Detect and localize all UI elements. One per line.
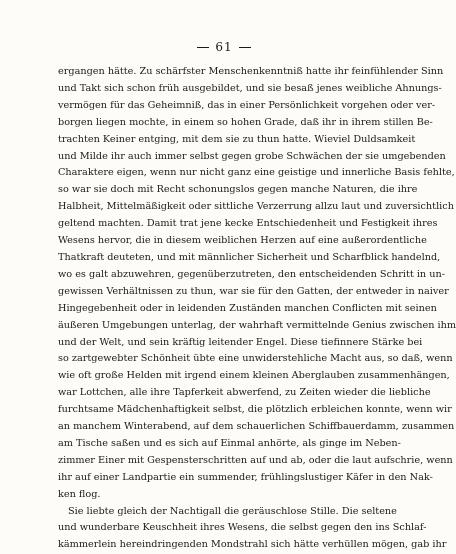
text-line: Hingegebenheit oder in leidenden Zuständen manchen Conflicten mit seinen (58, 302, 437, 314)
text-line: kämmerlein hereindringenden Mondstrahl sich hätte verhüllen mögen, gab ihr (58, 539, 447, 551)
text-line: war Lottchen, alle ihre Tapferkeit abwerfend, zu Zeiten wieder die liebliche (58, 387, 431, 399)
text-line: vermögen für das Geheimniß, das in einer Persönlichkeit vorgehen oder ver- (58, 99, 436, 111)
text-line: Thatkraft deuteten, und mit männlicher Sicherheit und Scharfblick handelnd, (58, 251, 441, 263)
text-line: trachten Keiner entging, mit dem sie zu thun hatte. Wieviel Duldsamkeit (58, 133, 416, 145)
text-line: und Takt sich schon früh ausgebildet, und sie besaß jenes weibliche Ahnungs- (58, 82, 442, 94)
text-line: am Tische saßen und es sich auf Einmal anhörte, als ginge im Neben- (58, 437, 401, 449)
text-line: äußeren Umgebungen unterlag, der wahrhaft vermittelnde Genius zwischen ihm (58, 319, 456, 331)
text-line: Sie liebte gleich der Nachtigall die geräuschlose Stille. Die seltene (68, 505, 397, 517)
text-line: geltend machten. Damit trat jene kecke Entschiedenheit und Festigkeit ihres (58, 218, 438, 230)
header-dash-left (197, 47, 209, 48)
text-line: zimmer Einer mit Gespensterschritten auf und ab, oder die laut aufschrie, wenn (58, 454, 453, 466)
text-line: wo es galt abzuwehren, gegenüberzutreten, den entscheidenden Schritt in un- (58, 268, 445, 280)
text-line: ken flog. (58, 488, 101, 500)
text-line: und Milde ihr auch immer selbst gegen grobe Schwächen der sie umgebenden (58, 150, 446, 162)
text-line: Wesens hervor, die in diesem weiblichen Herzen auf eine außerordentliche (58, 235, 427, 247)
text-line: furchtsame Mädchenhaftigkeit selbst, die plötzlich erbleichen konnte, wenn wir (58, 404, 452, 416)
text-line: ergangen hätte. Zu schärfster Menschenkenntniß hatte ihr feinfühlender Sinn (58, 66, 444, 77)
text-line: wie oft große Helden mit irgend einem kleinen Aberglauben zusammenhängen, (58, 370, 450, 382)
text-line: Charaktere eigen, wenn nur nicht ganz eine geistige und innerliche Basis fehlte, (58, 167, 455, 179)
text-line: borgen liegen mochte, in einem so hohen Grade, daß ihr in ihrem stillen Be- (58, 116, 433, 128)
text-line: ihr auf einer Landpartie ein summender, frühlingslustiger Käfer in den Nak- (58, 471, 433, 483)
text-line: so zartgewebter Schönheit übte eine unwiderstehliche Macht aus, so daß, wenn (58, 353, 453, 365)
header-dash-right (239, 47, 251, 48)
page-number: 61 (215, 40, 233, 54)
text-line: so war sie doch mit Recht schonungslos gegen manche Naturen, die ihre (58, 184, 418, 196)
text-line: gewissen Verhältnissen zu thun, war sie für den Gatten, der entweder in naiver (58, 285, 449, 297)
body-text (58, 64, 456, 554)
page-header (0, 40, 448, 54)
text-line: und der Welt, und sein kräftig leitender Engel. Diese tiefinnere Stärke bei (58, 336, 423, 348)
text-line: und wunderbare Keuschheit ihres Wesens, die selbst gegen den ins Schlaf- (58, 522, 427, 534)
text-line: an manchem Winterabend, auf dem schauerlichen Schiffbauerdamm, zusammen (58, 421, 455, 433)
text-line: Halbheit, Mittelmäßigkeit oder sittliche Verzerrung allzu laut und zuversichtlich (58, 201, 454, 213)
